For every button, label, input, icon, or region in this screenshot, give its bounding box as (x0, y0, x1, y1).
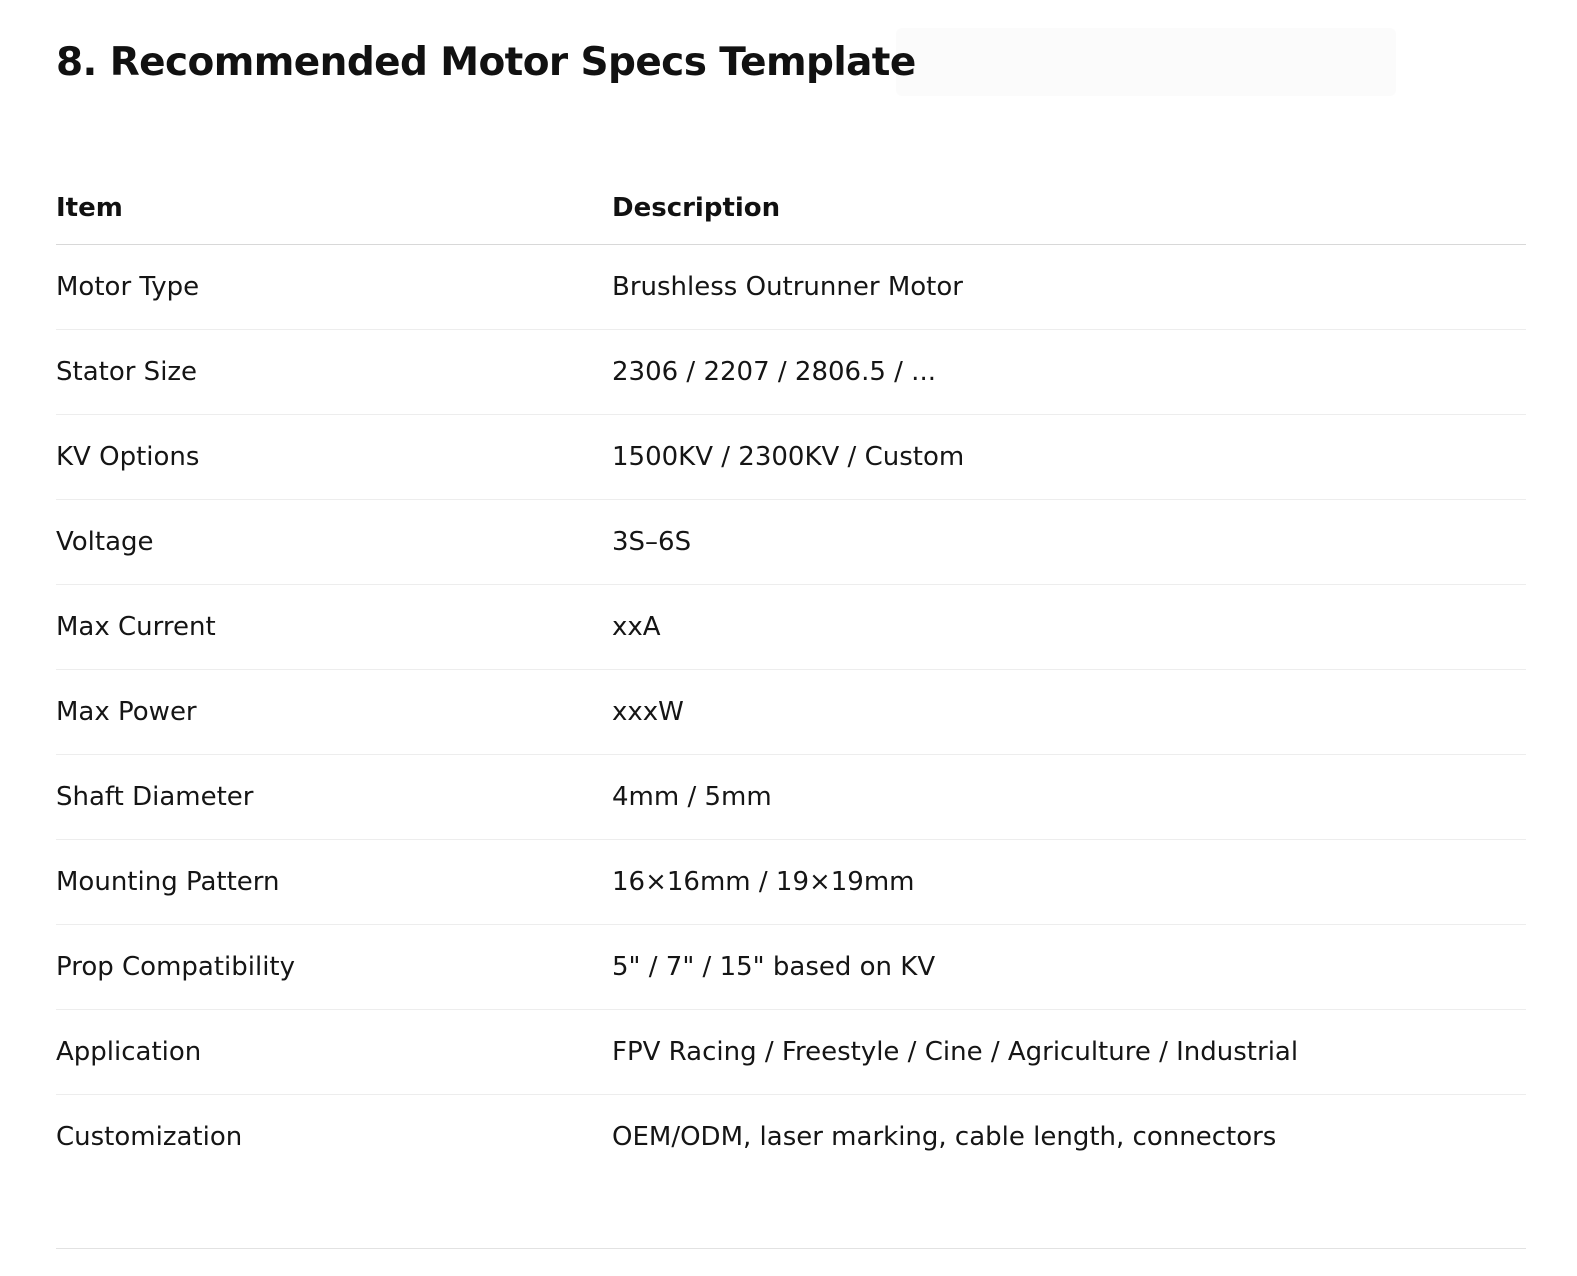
table-row (56, 670, 1526, 755)
table-row (56, 1010, 1526, 1095)
row-description: xxxW (612, 670, 1526, 755)
column-header-item: Item (56, 157, 612, 245)
row-description: 4mm / 5mm (612, 755, 1526, 840)
section-title: 8. Recommended Motor Specs Template (56, 40, 916, 85)
row-description: Brushless Outrunner Motor (612, 245, 1526, 330)
column-header-description: Description (612, 157, 1526, 245)
row-item: Stator Size (56, 330, 612, 415)
table-row (56, 330, 1526, 415)
table-row (56, 840, 1526, 925)
table-row (56, 245, 1526, 330)
row-item: Max Current (56, 585, 612, 670)
table-header-row (56, 157, 1526, 245)
row-item: Motor Type (56, 245, 612, 330)
row-description: OEM/ODM, laser marking, cable length, connectors (612, 1122, 1277, 1152)
table-row (56, 1095, 1526, 1180)
row-item: Max Power (56, 670, 612, 755)
row-item: Voltage (56, 500, 612, 585)
table-row (56, 500, 1526, 585)
row-description: 3S–6S (612, 500, 1526, 585)
table-row (56, 415, 1526, 500)
row-item: Shaft Diameter (56, 755, 612, 840)
row-item: Mounting Pattern (56, 840, 612, 925)
row-item: Prop Compatibility (56, 925, 612, 1010)
row-item: Application (56, 1010, 612, 1095)
table-row (56, 755, 1526, 840)
row-description: 2306 / 2207 / 2806.5 / ... (612, 330, 1526, 415)
table-row (56, 585, 1526, 670)
table-row (56, 925, 1526, 1010)
row-description: 5" / 7" / 15" based on KV (612, 925, 1526, 1010)
row-item: Customization (56, 1122, 243, 1152)
row-description: 16×16mm / 19×19mm (612, 840, 1526, 925)
bottom-divider (56, 1248, 1526, 1249)
row-description: xxA (612, 585, 1526, 670)
row-description: FPV Racing / Freestyle / Cine / Agriculture / Industrial (612, 1010, 1526, 1095)
motor-specs-table (56, 157, 1526, 1179)
row-item: KV Options (56, 415, 612, 500)
row-description: 1500KV / 2300KV / Custom (612, 415, 1526, 500)
faded-overlay-panel (896, 28, 1396, 96)
